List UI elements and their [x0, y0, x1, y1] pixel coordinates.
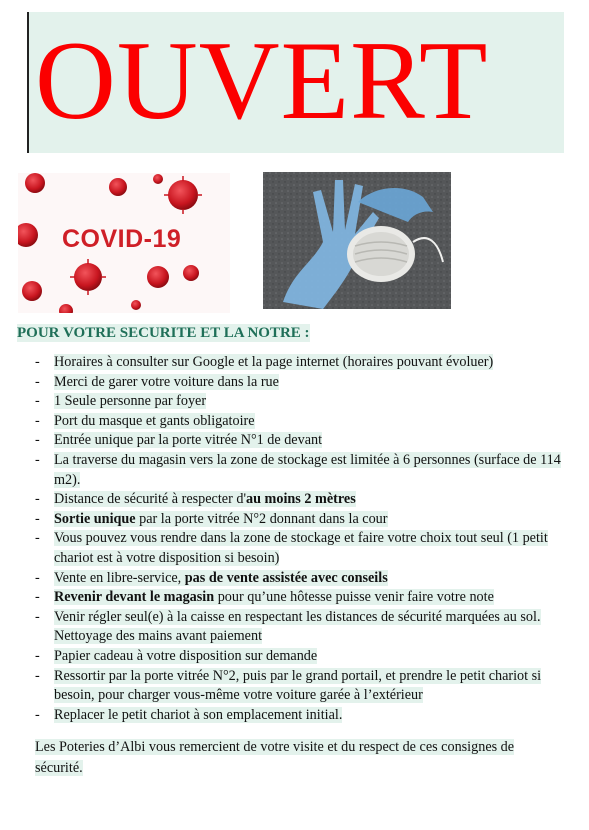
rule-text: [54, 570, 388, 586]
rule-item: [35, 392, 575, 412]
safety-heading: POUR VOTRE SECURITE ET LA NOTRE :: [17, 325, 310, 341]
rule-segment: Port du masque et gants obligatoire: [54, 412, 255, 429]
rule-item: [35, 706, 575, 726]
covid-label: COVID-19: [62, 225, 182, 253]
thank-you-text: Les Poteries d’Albi vous remercient de votre visite et du respect de ces consignes de sécurité.: [35, 739, 515, 776]
banner-title: OUVERT: [35, 19, 489, 143]
rule-item: [35, 588, 575, 608]
rule-text: [54, 491, 356, 507]
rule-segment: Venir régler seul(e) à la caisse en respectant les distances de sécurité marquées au sol. Nettoyage des mains avant paiement: [54, 608, 541, 645]
thank-you-note: [35, 737, 565, 779]
rule-segment: Distance de sécurité à respecter d': [54, 491, 247, 508]
rule-segment: Merci de garer votre voiture dans la rue: [54, 373, 279, 390]
banner: [27, 12, 564, 153]
rule-text: [54, 707, 342, 723]
rule-item: [35, 667, 575, 706]
rule-item: [35, 451, 575, 490]
rule-text: [54, 432, 322, 448]
rule-text: [54, 668, 541, 704]
rule-emphasis: Sortie unique: [54, 510, 136, 527]
rule-text: [54, 413, 255, 429]
rule-item: [35, 353, 575, 373]
rule-segment: Papier cadeau à votre disposition sur demande: [54, 647, 318, 664]
rule-segment: pour qu’une hôtesse puisse venir faire votre note: [214, 589, 494, 606]
rule-emphasis: Revenir devant le magasin: [54, 589, 215, 606]
rule-text: [54, 648, 317, 664]
safety-rules-list: [35, 353, 575, 725]
rule-text: [54, 393, 206, 409]
rule-text: [54, 589, 494, 605]
mask-and-gloves-image: [263, 172, 451, 309]
rule-segment: Horaires à consulter sur Google et la page internet (horaires pouvant évoluer): [54, 354, 494, 370]
rule-text: [54, 452, 561, 488]
rule-item: [35, 569, 575, 589]
rule-item: [35, 510, 575, 530]
rule-item: [35, 490, 575, 510]
rule-segment: La traverse du magasin vers la zone de stockage est limitée à 6 personnes (surface de 114 m2).: [54, 451, 561, 488]
rule-item: [35, 431, 575, 451]
rule-item: [35, 608, 575, 647]
rule-segment: Replacer le petit chariot à son emplacement initial.: [54, 706, 343, 723]
rule-text: [54, 354, 493, 370]
rule-text: [54, 609, 541, 645]
rule-emphasis: au moins 2 mètres: [246, 491, 356, 508]
covid-19-image: [18, 173, 230, 313]
rule-text: [54, 374, 279, 390]
rule-segment: 1 Seule personne par foyer: [54, 393, 207, 410]
rule-segment: Vous pouvez vous rendre dans la zone de stockage et faire votre choix tout seul (1 petit chariot est à votre disposition si besoin): [54, 530, 548, 566]
rule-segment: Entrée unique par la porte vitrée N°1 de devant: [54, 432, 323, 449]
rule-item: [35, 647, 575, 667]
rule-text: [54, 530, 548, 566]
rule-item: [35, 412, 575, 432]
rule-emphasis: pas de vente assistée avec conseils: [184, 569, 388, 586]
mask-gloves-icon: [263, 172, 451, 309]
rule-item: [35, 529, 575, 568]
rule-segment: Ressortir par la porte vitrée N°2, puis par le grand portail, et prendre le petit chariot si besoin, pour charger vous-même votre voiture garée à l’extérieur: [54, 667, 542, 704]
rule-segment: par la porte vitrée N°2 donnant dans la cour: [135, 510, 388, 527]
rule-segment: Vente en libre-service,: [54, 569, 185, 586]
rule-text: [54, 511, 388, 527]
rule-item: [35, 373, 575, 393]
